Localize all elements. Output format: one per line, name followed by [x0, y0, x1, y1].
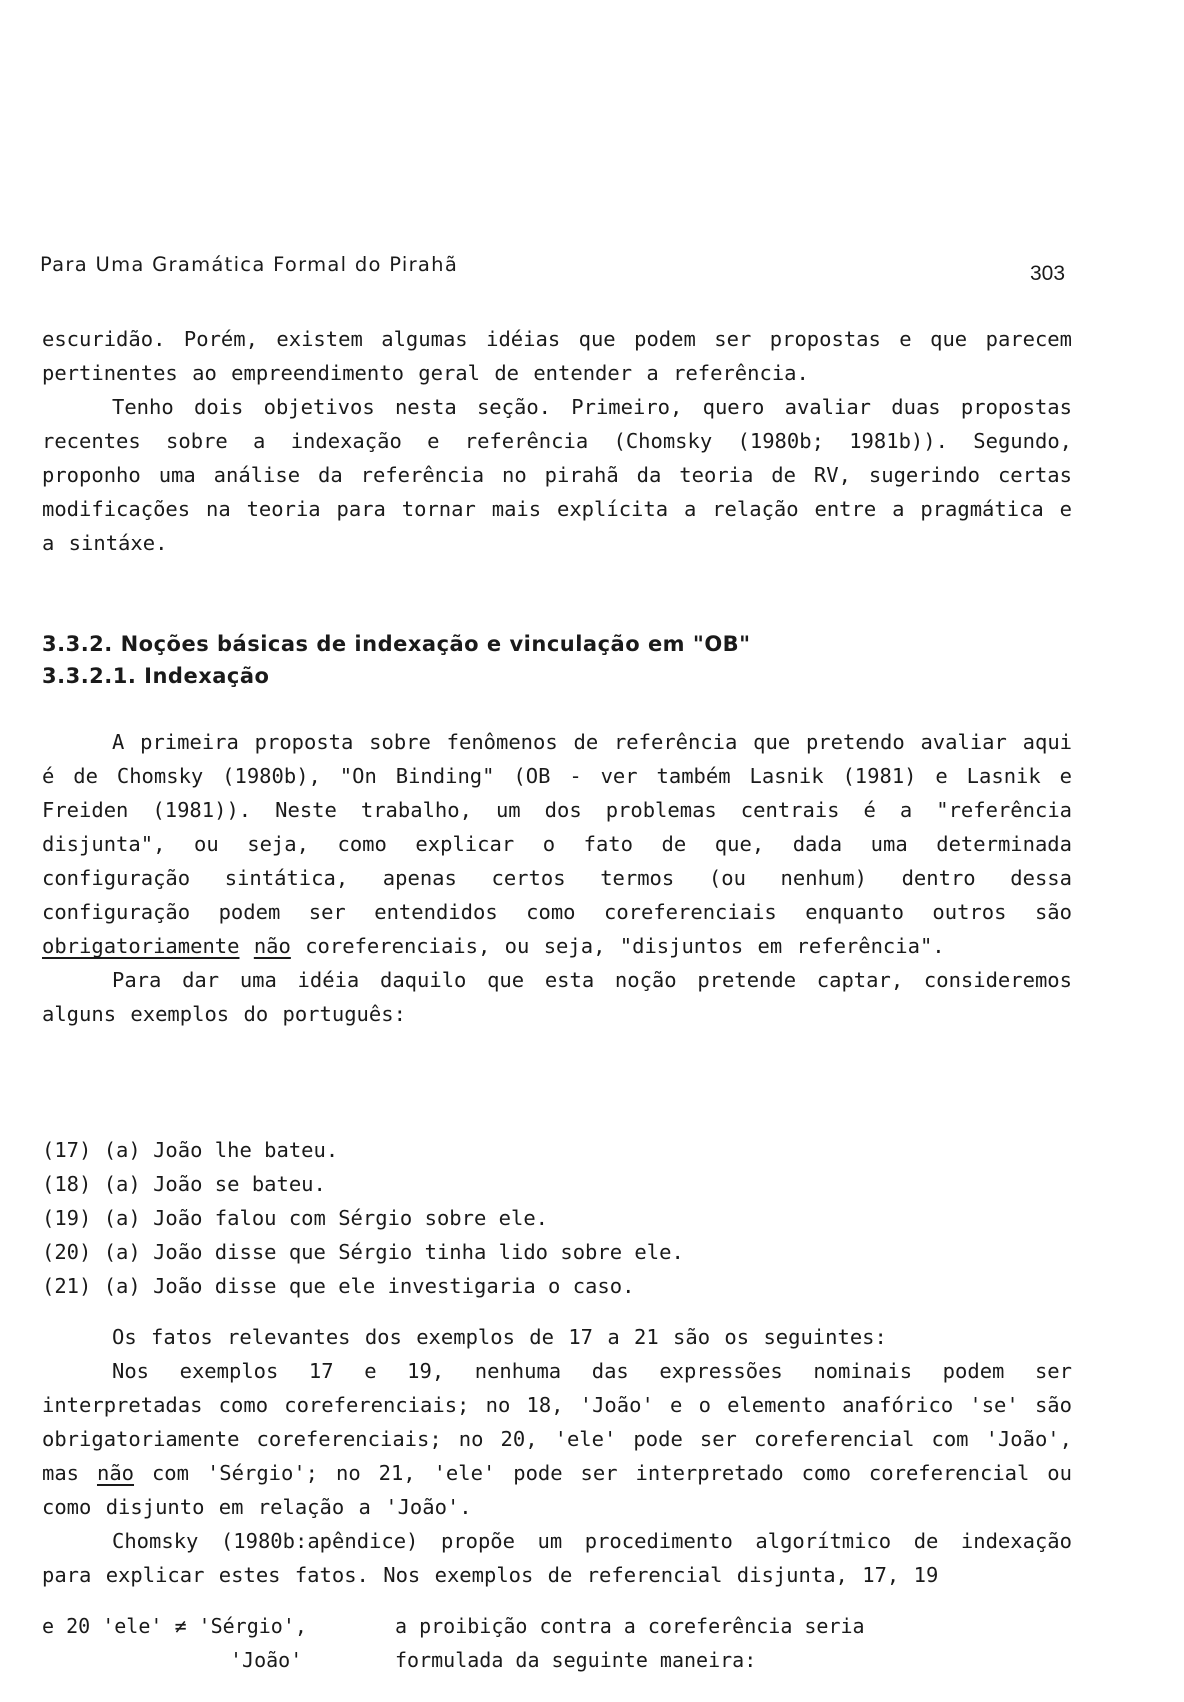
formula-line-1-left: e 20 'ele' ≠ 'Sérgio',: [42, 1614, 307, 1638]
paragraph-intro-1: escuridão. Porém, existem algumas idéias que podem ser propostas e que parecem pertinentes ao empreendimento geral de entender a referência.: [42, 327, 1072, 385]
underlined-word: não: [96, 1461, 135, 1485]
paragraph-body-2: Para dar uma idéia daquilo que esta noção pretende captar, consideremos alguns exemplos do português:: [42, 968, 1072, 1026]
paragraph-discussion-2: [42, 1354, 1072, 1524]
intro-block: [42, 322, 1072, 560]
formula-line-2-left: 'João': [230, 1648, 303, 1672]
text-segment: com 'Sérgio'; no 21, 'ele' pode ser interpretado como coreferencial ou como disjunto em relação a 'João'.: [42, 1461, 1072, 1519]
page-number: 303: [1030, 262, 1066, 285]
text-segment: Nos exemplos 17 e 19, nenhuma das expressões nominais podem ser interpretadas como coreferenciais; no 18, 'João' e o elemento anafórico 'se' são obrigatoriamente coreferenciais; no 20, 'ele' pode ser coreferencial com 'João', mas: [42, 1359, 1072, 1485]
section-heading: 3.3.2. Noções básicas de indexação e vinculação em "OB": [42, 632, 751, 656]
example-item: (17) (a) João lhe bateu.: [42, 1138, 339, 1162]
discussion-block: [42, 1320, 1072, 1592]
example-list: [42, 1133, 684, 1303]
paragraph-body-1: [42, 725, 1072, 963]
underlined-word: não: [253, 934, 291, 958]
paragraph-intro-2: Tenho dois objetivos nesta seção. Primeiro, quero avaliar duas propostas recentes sobre a indexação e referência (Chomsky (1980b; 1981b)). Segundo, proponho uma análise da referência no pirahã da teoria de RV, sugerindo certas modificações na teoria para tornar mais explícita a relação entre a pragmática e a sintáxe.: [42, 395, 1072, 555]
paragraph-discussion-1: Os fatos relevantes dos exemplos de 17 a 21 são os seguintes:: [112, 1325, 887, 1349]
text-segment: A primeira proposta sobre fenômenos de referência que pretendo avaliar aqui é de Chomsky (1980b), "On Binding" (OB - ver também Lasnik (1981) e Lasnik e Freiden (1981)). Neste trabalho, um dos problemas centrais é a "referência disjunta", ou seja, como explicar o fato de que, dada uma determinada configuração sintática, apenas certos termos (ou nenhum) dentro dessa configuração podem ser entendidos como coreferenciais enquanto outros são: [42, 730, 1072, 924]
subsection-heading: 3.3.2.1. Indexação: [42, 664, 270, 688]
underlined-word: obrigatoriamente: [42, 934, 240, 958]
paragraph-discussion-3: Chomsky (1980b:apêndice) propõe um procedimento algorítmico de indexação para explicar estes fatos. Nos exemplos de referencial disjunta, 17, 19: [42, 1529, 1072, 1587]
body-block: [42, 725, 1072, 1031]
running-header: Para Uma Gramática Formal do Pirahã: [40, 253, 459, 276]
formula-line-2-right: formulada da seguinte maneira:: [395, 1648, 757, 1672]
example-item: (21) (a) João disse que ele investigaria o caso.: [42, 1274, 635, 1298]
example-item: (20) (a) João disse que Sérgio tinha lido sobre ele.: [42, 1240, 684, 1264]
text-segment: coreferenciais, ou seja, "disjuntos em referência".: [305, 934, 945, 958]
formula-line-1-right: a proibição contra a coreferência seria: [395, 1614, 865, 1638]
example-item: (18) (a) João se bateu.: [42, 1172, 326, 1196]
example-item: (19) (a) João falou com Sérgio sobre ele.: [42, 1206, 549, 1230]
